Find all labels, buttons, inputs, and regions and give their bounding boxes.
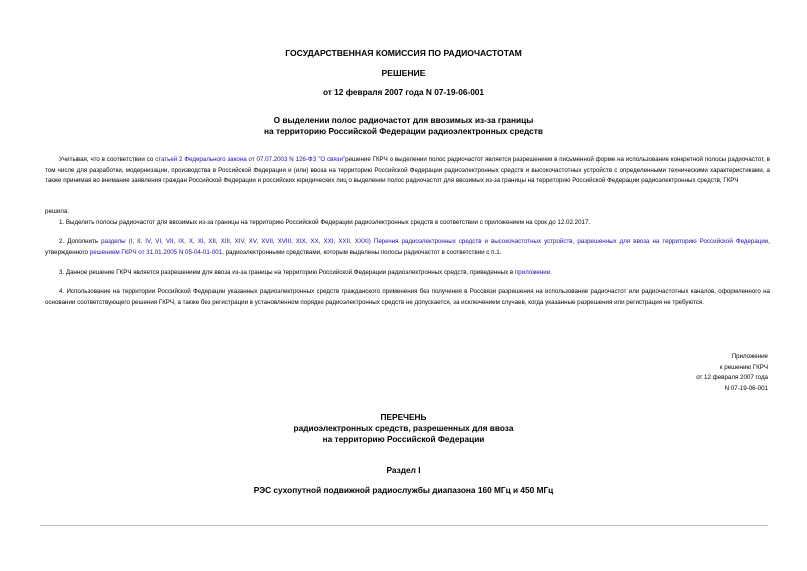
law-link[interactable]: статьей 2 Федерального закона от 07.07.2003 N 126-ФЗ "О связи" <box>155 156 346 163</box>
item-2-end: , радиоэлектронными средствами, которым выделены полосы радиочастот в соответствии с п.1. <box>222 248 502 256</box>
decision-link[interactable]: решением ГКРЧ от 31.01.2005 N 05-04-01-001 <box>89 248 223 256</box>
appendix-note <box>696 352 768 394</box>
appendix-link[interactable]: приложении <box>514 269 551 276</box>
item-3 <box>45 268 770 279</box>
list-subtitle <box>0 423 807 445</box>
doc-date: от 12 февраля 2007 года N 07-19-06-001 <box>322 87 485 97</box>
item-1: 1. Выделить полосы радиочастот для ввозимых из-за границы на территорию Российской Федерации радиоэлектронных средств в соответствии с приложением на срок до 12.02.2017. <box>59 219 591 226</box>
decided-label: решила: <box>45 208 70 215</box>
item-4: 4. Использование на территории Российской Федерации указанных радиоэлектронных средств гражданского применения без получения в Россвязи разрешения на использование радиочастот или радиочастотных каналов, оформленного на основании соответствующего решения ГКРЧ, а также без регистрации в установленном порядке радиоэлектронных средств не допускается, за исключением случаев, когда указанные разрешения или регистрация не требуются. <box>45 288 770 306</box>
paragraph-preamble <box>45 155 770 187</box>
org-name: ГОСУДАРСТВЕННАЯ КОМИССИЯ ПО РАДИОЧАСТОТАМ <box>285 48 522 58</box>
list-subtitle-line1: радиоэлектронных средств, разрешенных для ввоза <box>293 423 514 433</box>
doc-title-line1: О выделении полос радиочастот для ввозимых из-за границы <box>273 115 534 125</box>
doc-type: РЕШЕНИЕ <box>381 68 426 78</box>
doc-title-line2: на территорию Российской Федерации радиоэлектронных средств <box>264 126 543 136</box>
appendix-line2: к решению ГКРЧ <box>719 363 768 371</box>
doc-title <box>0 115 807 137</box>
section-heading: Раздел I <box>386 465 421 475</box>
preamble-start: Учитывая, что в соответствии со <box>59 156 156 163</box>
sections-list-link[interactable]: разделы (I, II, IV, VI, VII, IX, X, XI, XII, XIII, XIV, XV, XVII, XVIII, XIX, XX, XXI, XXII, XXXI) Перечня радиоэлектронных средств и высокочастотных устройств, разрешенных для ввоза на территорию Российской Федерации <box>101 238 769 245</box>
list-subtitle-line2: на территорию Российской Федерации <box>322 434 485 444</box>
item-2 <box>45 237 770 258</box>
divider <box>40 525 768 526</box>
section-title: РЭС сухопутной подвижной радиослужбы диапазона 160 МГц и 450 МГц <box>253 485 554 495</box>
list-title: ПЕРЕЧЕНЬ <box>380 412 427 422</box>
appendix-line3: от 12 февраля 2007 года <box>696 374 768 381</box>
appendix-line1: Приложение <box>731 353 768 360</box>
item-2-mid: , утвержденного <box>45 238 770 256</box>
item-3-end: . <box>550 269 552 276</box>
appendix-line4: N 07-19-06-001 <box>724 384 768 392</box>
item-2-start: 2. Дополнить <box>59 238 102 245</box>
preamble-end: решение ГКРЧ о выделении полос радиочастот является разрешением в письменной форме на использование конкретной полосы радиочастот, в том числе для разработки, модернизации, производства в Российской Федерации и (или) ввоза на территорию Российской Федерации радиоэлектронных средств и высокочастотных устройств с определенными техническими характеристиками, а также принимая во внимание заявления граждан Российской Федерации и российских юридических лиц о выделении полос радиочастот для ввозимых из-за границы на территорию Российской Федерации радиоэлектронных средств, ГКРЧ <box>45 156 770 184</box>
item-3-start: 3. Данное решение ГКРЧ является разрешением для ввоза из-за границы на территорию Российской Федерации радиоэлектронных средств, приведенных в <box>59 269 515 276</box>
